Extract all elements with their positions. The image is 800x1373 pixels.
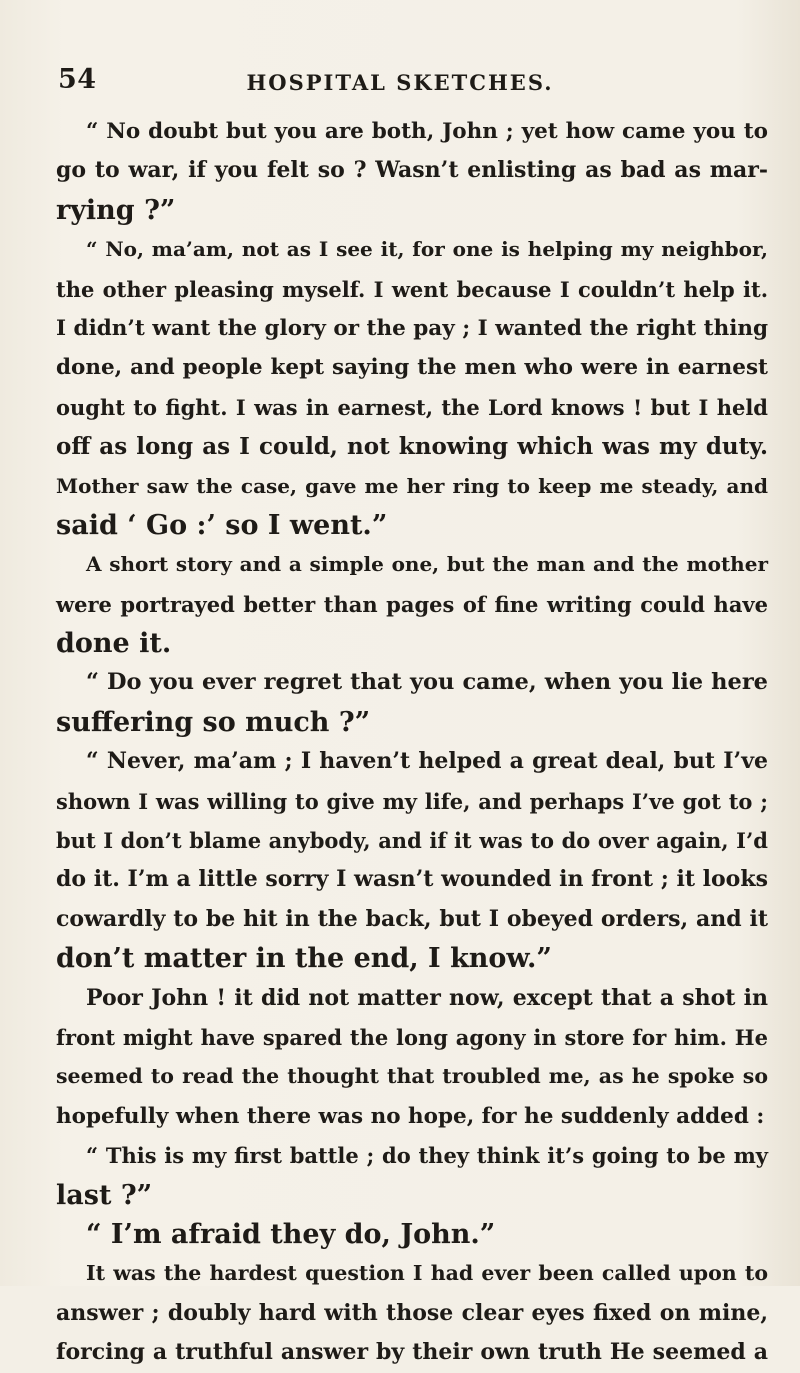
- text-line: “ I’m afraid they do, John.”: [86, 1218, 496, 1250]
- text-line: hopefully when there was no hope, for he suddenly added :: [56, 1103, 765, 1129]
- text-line: “ No, ma’am, not as I see it, for one is helping my neighbor,: [86, 237, 768, 262]
- text-line: shown I was willing to give my life, and perhaps I’ve got to ;: [56, 788, 768, 814]
- text-line: answer ; doubly hard with those clear eyes fixed on mine,: [56, 1299, 768, 1326]
- text-line: I didn’t want the glory or the pay ; I wanted the right thing: [56, 315, 769, 341]
- text-line: cowardly to be hit in the back, but I obeyed orders, and it: [56, 905, 768, 932]
- text-line: go to war, if you felt so ? Wasn’t enlisting as bad as mar-: [56, 157, 768, 184]
- text-line: don’t matter in the end, I know.”: [56, 943, 552, 975]
- text-line: “ No doubt but you are both, John ; yet how came you to: [86, 119, 768, 144]
- text-line: ought to fight. I was in earnest, the Lord knows ! but I held: [56, 394, 768, 420]
- text-line: forcing a truthful answer by their own truth He seemed a: [56, 1339, 768, 1366]
- text-line: “ Never, ma’am ; I haven’t helped a great deal, but I’ve: [86, 748, 768, 775]
- text-line: the other pleasing myself. I went because I couldn’t help it.: [56, 276, 768, 302]
- text-line: suffering so much ?”: [56, 706, 371, 738]
- text-line: done, and people kept saying the men who were in earnest: [56, 355, 768, 381]
- text-line: Poor John ! it did not matter now, except that a shot in: [86, 984, 768, 1011]
- text-line: “ Do you ever regret that you came, when you lie here: [86, 669, 768, 696]
- text-line: A short story and a simple one, but the man and the mother: [86, 552, 768, 577]
- text-line: were portrayed better than pages of fine writing could have: [56, 591, 768, 617]
- text-line: do it. I’m a little sorry I wasn’t wounded in front ; it looks: [56, 866, 768, 893]
- text-line: rying ?”: [56, 194, 176, 226]
- text-line: It was the hardest question I had ever been called upon to: [86, 1261, 768, 1286]
- text-line: last ?”: [56, 1179, 153, 1211]
- text-line: Mother saw the case, gave me her ring to keep me steady, and: [56, 473, 768, 498]
- text-line: said ‘ Go :’ so I went.”: [56, 509, 388, 541]
- text-line: seemed to read the thought that troubled me, as he spoke so: [56, 1064, 768, 1089]
- body-text: [56, 112, 768, 1373]
- page-number: 54: [58, 64, 97, 95]
- text-line: off as long as I could, not knowing which was my duty.: [56, 433, 768, 461]
- text-line: but I don’t blame anybody, and if it was to do over again, I’d: [56, 828, 768, 854]
- text-line: front might have spared the long agony in store for him. He: [56, 1024, 768, 1050]
- text-line: “ This is my first battle ; do they think it’s going to be my: [86, 1143, 768, 1169]
- running-head: HOSPITAL SKETCHES.: [246, 70, 554, 95]
- text-line: done it.: [56, 628, 172, 660]
